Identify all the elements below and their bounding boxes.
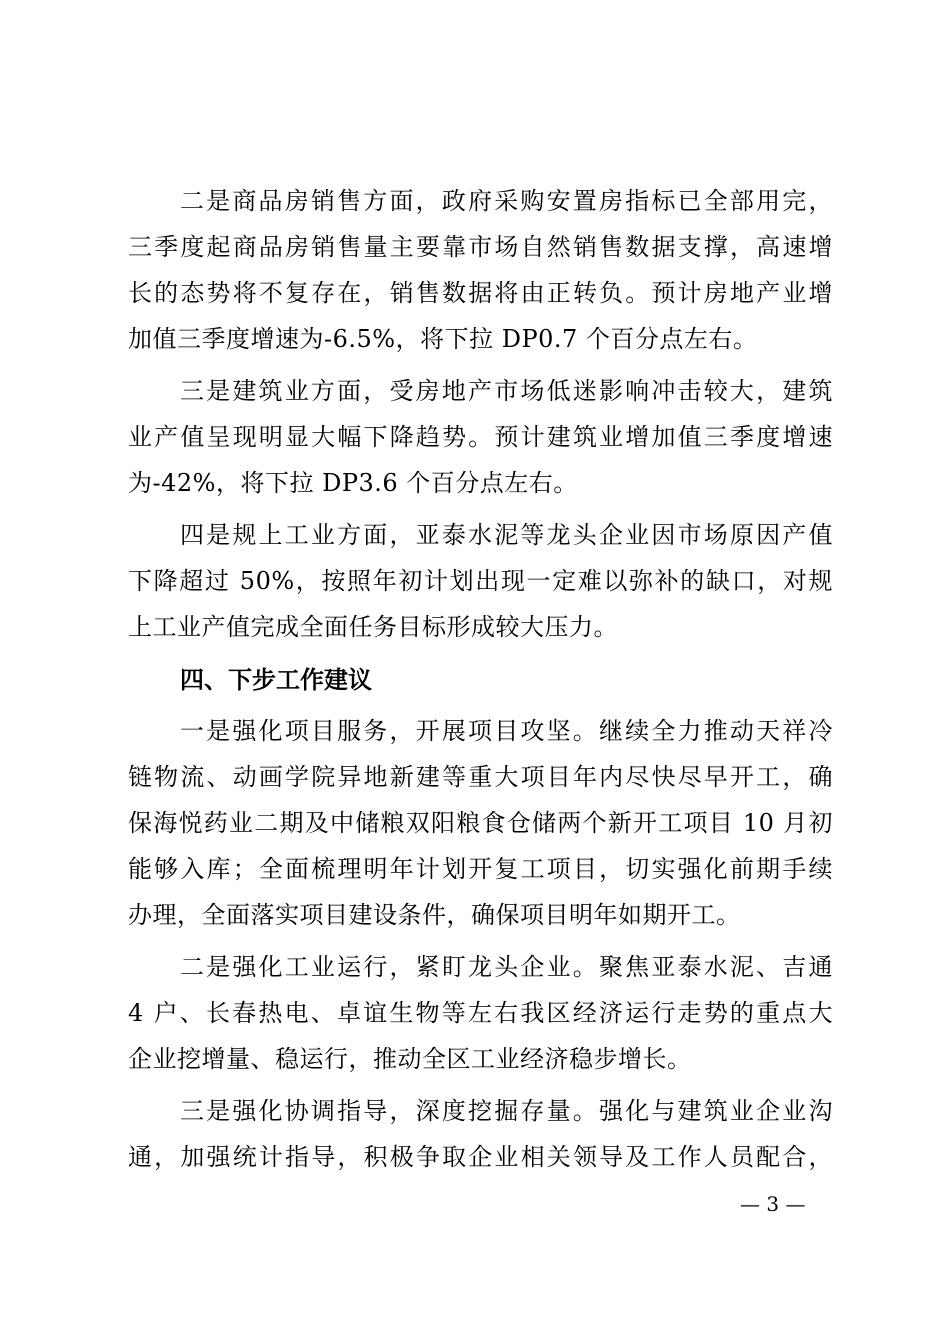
paragraph-construction (128, 368, 833, 506)
paragraph-industry (128, 512, 833, 650)
section-heading: 四、下步工作建议 (180, 666, 372, 694)
text-line: 能够入库；全面梳理明年计划开复工项目，切实强化前期手续 (128, 855, 833, 883)
text-line: 四是规上工业方面，亚泰水泥等龙头企业因市场原因产值 (180, 521, 833, 549)
text-line: 业产值呈现明显大幅下降趋势。预计建筑业增加值三季度增速 (128, 423, 833, 451)
paragraph-coordination (128, 1088, 833, 1180)
paragraph-industrial-operation (128, 944, 833, 1082)
text-line: 一是强化项目服务，开展项目攻坚。继续全力推动天祥冷 (180, 717, 833, 745)
text-line: 二是商品房销售方面，政府采购安置房指标已全部用完， (180, 187, 833, 215)
text-line: 长的态势将不复存在，销售数据将由正转负。预计房地产业增 (128, 279, 833, 307)
text-line: 二是强化工业运行，紧盯龙头企业。聚焦亚泰水泥、吉通 (180, 953, 833, 981)
text-line: 下降超过 50%，按照年初计划出现一定难以弥补的缺口，对规 (128, 567, 833, 595)
text-line: 保海悦药业二期及中储粮双阳粮食仓储两个新开工项目 10 月初 (128, 809, 833, 837)
paragraph-housing-sales (128, 178, 833, 362)
text-line: 三季度起商品房销售量主要靠市场自然销售数据支撑，高速增 (128, 233, 833, 261)
text-line: 企业挖增量、稳运行，推动全区工业经济稳步增长。 (128, 1045, 692, 1073)
page-number: — 3 — (740, 1192, 806, 1216)
text-line: 通，加强统计指导，积极争取企业相关领导及工作人员配合， (128, 1143, 833, 1171)
text-line: 三是建筑业方面，受房地产市场低迷影响冲击较大，建筑 (180, 377, 833, 405)
text-line: 上工业产值完成全面任务目标形成较大压力。 (128, 613, 618, 641)
paragraph-project-service (128, 708, 833, 938)
text-line: 为-42%，将下拉 DP3.6 个百分点左右。 (128, 469, 578, 497)
document-body (128, 178, 833, 1186)
text-line: 4 户、长春热电、卓谊生物等左右我区经济运行走势的重点大 (128, 999, 833, 1027)
text-line: 链物流、动画学院异地新建等重大项目年内尽快尽早开工，确 (128, 763, 833, 791)
text-line: 加值三季度增速为-6.5%，将下拉 DP0.7 个百分点左右。 (128, 325, 758, 353)
text-line: 三是强化协调指导，深度挖掘存量。强化与建筑业企业沟 (180, 1097, 833, 1125)
text-line: 办理，全面落实项目建设条件，确保项目明年如期开工。 (128, 901, 741, 929)
